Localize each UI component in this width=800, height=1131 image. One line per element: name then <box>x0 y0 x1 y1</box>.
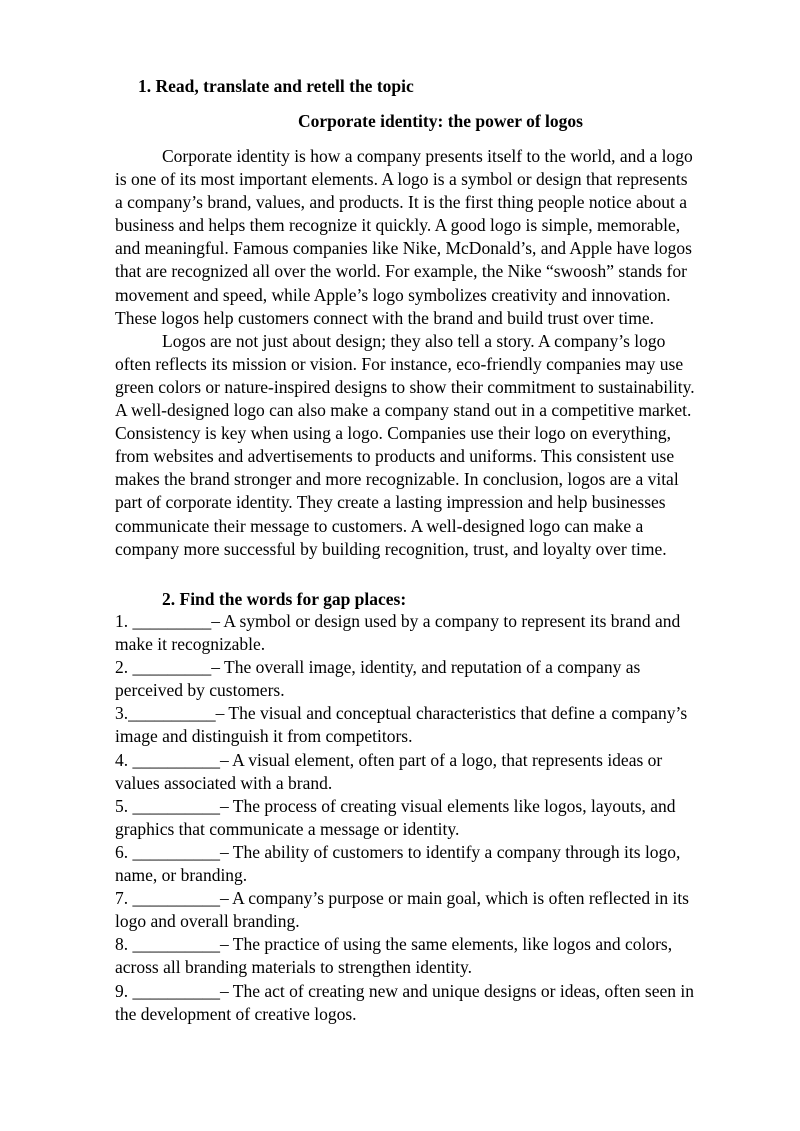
paragraph1-line: a company’s brand, values, and products. It is the first thing people notice about a <box>115 192 688 213</box>
gap-item-line: logo and overall branding. <box>115 911 300 932</box>
paragraph1-line: is one of its most important elements. A logo is a symbol or design that represents <box>115 169 688 190</box>
paragraph2-line: Consistency is key when using a logo. Companies use their logo on everything, <box>115 423 672 444</box>
section2-heading: 2. Find the words for gap places: <box>162 589 407 609</box>
gap-item-line: 4. __________– A visual element, often part of a logo, that represents ideas or <box>115 749 663 770</box>
paragraph1-line: business and helps them recognize it quickly. A good logo is simple, memorable, <box>115 215 681 236</box>
gap-item-line: 9. __________– The act of creating new and unique designs or ideas, often seen in <box>115 980 694 1001</box>
gap-item-line: name, or branding. <box>115 865 248 886</box>
paragraph2-line: makes the brand stronger and more recognizable. In conclusion, logos are a vital <box>115 469 679 490</box>
gap-item-line: the development of creative logos. <box>115 1003 357 1024</box>
article-body <box>115 145 740 561</box>
paragraph1-line: that are recognized all over the world. For example, the Nike “swoosh” stands for <box>115 261 687 282</box>
article-title: Corporate identity: the power of logos <box>298 111 583 131</box>
gap-exercise-list <box>115 610 740 1026</box>
gap-item-line: values associated with a brand. <box>115 772 333 793</box>
paragraph2-line: Logos are not just about design; they also tell a story. A company’s logo <box>162 330 666 351</box>
gap-item-line: 2. _________– The overall image, identity, and reputation of a company as <box>115 657 641 678</box>
paragraph1-line: and meaningful. Famous companies like Nike, McDonald’s, and Apple have logos <box>115 238 692 259</box>
paragraph2-line: often reflects its mission or vision. For instance, eco-friendly companies may use <box>115 353 684 374</box>
paragraph2-line: A well-designed logo can also make a company stand out in a competitive market. <box>115 400 692 421</box>
paragraph2-line: part of corporate identity. They create a lasting impression and help businesses <box>115 492 666 513</box>
gap-item-line: 8. __________– The practice of using the same elements, like logos and colors, <box>115 934 673 955</box>
gap-item-line: 3.__________– The visual and conceptual characteristics that define a company’s <box>115 703 688 724</box>
paragraph2-line: from websites and advertisements to products and uniforms. This consistent use <box>115 446 675 467</box>
paragraph1-line: movement and speed, while Apple’s logo symbolizes creativity and innovation. <box>115 284 671 305</box>
gap-item-line: 7. __________– A company’s purpose or main goal, which is often reflected in its <box>115 888 689 909</box>
gap-item-line: graphics that communicate a message or identity. <box>115 818 460 839</box>
gap-item-line: 5. __________– The process of creating visual elements like logos, layouts, and <box>115 795 676 816</box>
paragraph2-line: green colors or nature-inspired designs to show their commitment to sustainability. <box>115 376 695 397</box>
gap-item-line: make it recognizable. <box>115 634 266 655</box>
paragraph2-line: company more successful by building recognition, trust, and loyalty over time. <box>115 538 667 559</box>
gap-item-line: across all branding materials to strengthen identity. <box>115 957 473 978</box>
paragraph2-line: communicate their message to customers. A well-designed logo can make a <box>115 515 644 536</box>
gap-item-line: 1. _________– A symbol or design used by a company to represent its brand and <box>115 611 681 631</box>
paragraph1-line: Corporate identity is how a company presents itself to the world, and a logo <box>162 146 693 166</box>
gap-item-line: perceived by customers. <box>115 680 285 701</box>
paragraph1-line: These logos help customers connect with the brand and build trust over time. <box>115 307 654 328</box>
gap-item-line: image and distinguish it from competitors. <box>115 726 413 747</box>
gap-item-line: 6. __________– The ability of customers to identify a company through its logo, <box>115 841 681 862</box>
section1-heading: 1. Read, translate and retell the topic <box>138 76 414 96</box>
